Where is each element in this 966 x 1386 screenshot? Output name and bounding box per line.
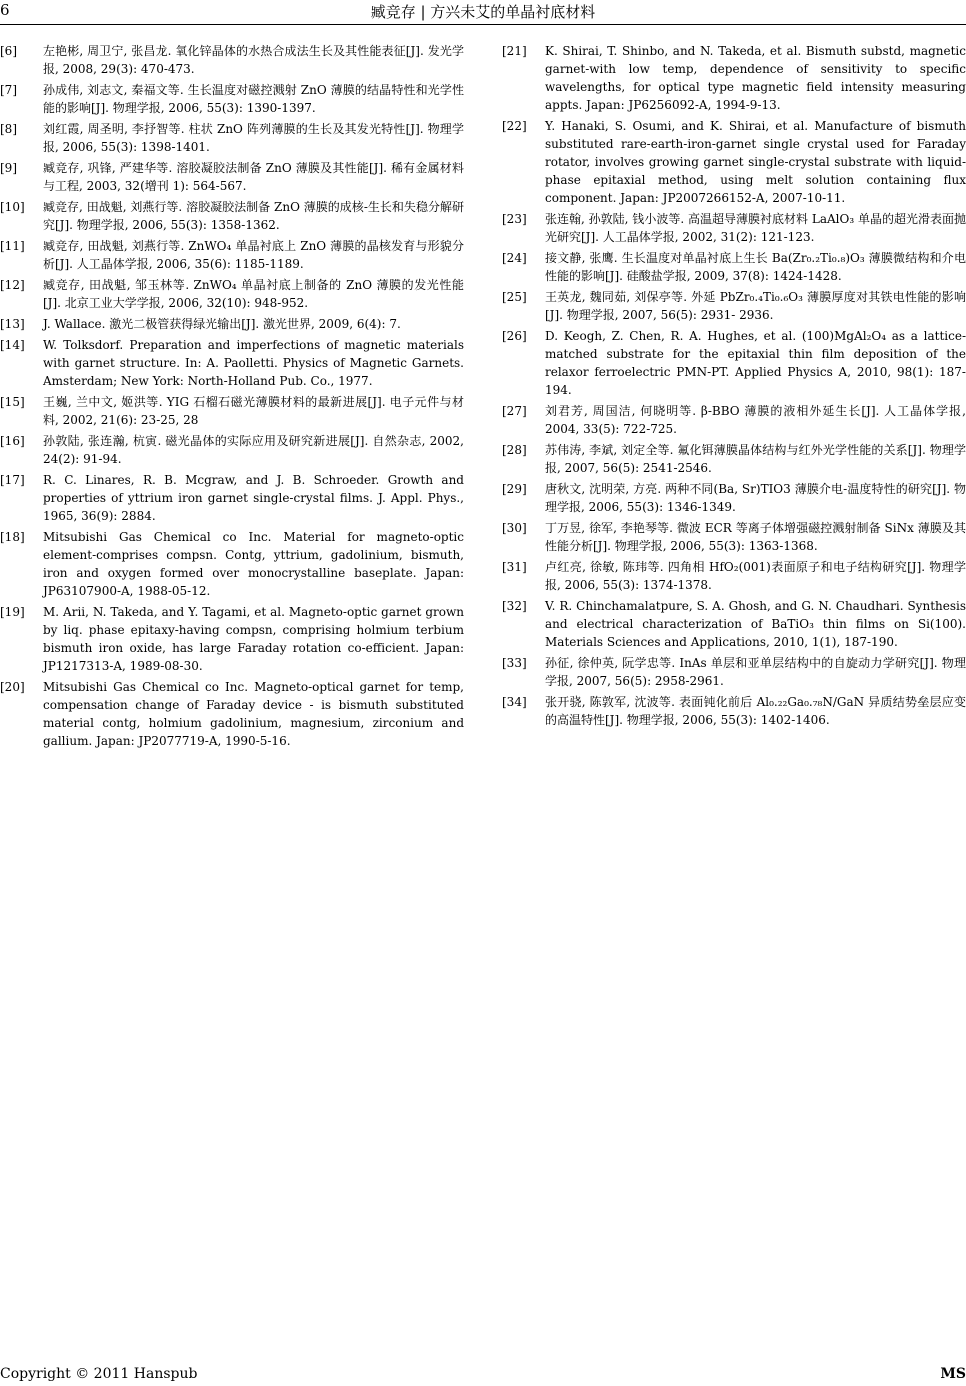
reference-number: [12] bbox=[0, 278, 25, 292]
reference-text: W. Tolksdorf. Preparation and imperfections of magnetic materials with garnet structure. In: A. Paolletti. Physics of Magnetic Garnets. Amsterdam; New York: North-Holland Pub. Co., 1977. bbox=[43, 338, 464, 388]
reference-text: 卢红亮, 徐敏, 陈玮等. 四角相 HfO₂(001)表面原子和电子结构研究[J]. 物理学报, 2006, 55(3): 1374-1378. bbox=[545, 560, 966, 592]
reference-number: [20] bbox=[0, 680, 25, 694]
reference-number: [25] bbox=[502, 290, 527, 304]
reference-item bbox=[0, 603, 464, 675]
reference-item bbox=[502, 480, 966, 516]
reference-number: [11] bbox=[0, 239, 25, 253]
reference-item bbox=[502, 42, 966, 114]
reference-text: 孙敦陆, 张连瀚, 杭寅. 磁光晶体的实际应用及研究新进展[J]. 自然杂志, 2002, 24(2): 91-94. bbox=[43, 434, 464, 466]
reference-text: 孙征, 徐仲英, 阮学忠等. InAs 单层和亚单层结构中的自旋动力学研究[J]. 物理学报, 2007, 56(5): 2958-2961. bbox=[545, 656, 966, 688]
reference-number: [27] bbox=[502, 404, 527, 418]
reference-text: 张开骁, 陈敦军, 沈波等. 表面钝化前后 Al₀.₂₂Ga₀.₇₈N/GaN 异质结势垒层应变的高温特性[J]. 物理学报, 2006, 55(3): 1402-1406. bbox=[545, 695, 966, 727]
page-number: 6 bbox=[0, 1, 10, 19]
reference-number: [22] bbox=[502, 119, 527, 133]
reference-item bbox=[502, 558, 966, 594]
reference-item bbox=[502, 693, 966, 729]
reference-number: [28] bbox=[502, 443, 527, 457]
reference-number: [18] bbox=[0, 530, 25, 544]
reference-text: 刘君芳, 周国洁, 何晓明等. β-BBO 薄膜的液相外延生长[J]. 人工晶体学报, 2004, 33(5): 722-725. bbox=[545, 404, 966, 436]
reference-text: 臧竞存, 田战魁, 邹玉林等. ZnWO₄ 单晶衬底上制备的 ZnO 薄膜的发光性能[J]. 北京工业大学学报, 2006, 32(10): 948-952. bbox=[43, 278, 464, 310]
reference-item bbox=[0, 237, 464, 273]
reference-text: 孙成伟, 刘志文, 秦福文等. 生长温度对磁控溅射 ZnO 薄膜的结晶特性和光学性能的影响[J]. 物理学报, 2006, 55(3): 1390-1397. bbox=[43, 83, 464, 115]
reference-text: M. Arii, N. Takeda, and Y. Tagami, et al. Magneto-optic garnet grown by liq. phase epitaxy-having compsn, comprising holmium terbium bismuth iron oxide, has large Faraday rotation co-efficient. Japan: JP1217313-A, 1989-08-30. bbox=[43, 605, 464, 673]
reference-item bbox=[502, 249, 966, 285]
reference-text: D. Keogh, Z. Chen, R. A. Hughes, et al. (100)MgAl₂O₄ as a lattice-matched substrate for the epitaxial thin film deposition of the relaxor ferroelectric PMN-PT. Applied Physics A, 2010, 98(1): 187-194. bbox=[545, 329, 966, 397]
reference-text: 臧竞存, 田战魁, 刘燕行等. ZnWO₄ 单晶衬底上 ZnO 薄膜的晶核发育与形貌分析[J]. 人工晶体学报, 2006, 35(6): 1185-1189. bbox=[43, 239, 464, 271]
reference-number: [30] bbox=[502, 521, 527, 535]
reference-item bbox=[0, 81, 464, 117]
reference-number: [7] bbox=[0, 83, 17, 97]
reference-text: 张连翰, 孙敦陆, 钱小波等. 高温超导薄膜衬底材料 LaAlO₃ 单晶的超光滑表面抛光研究[J]. 人工晶体学报, 2002, 31(2): 121-123. bbox=[545, 212, 966, 244]
reference-item bbox=[502, 117, 966, 207]
reference-item bbox=[0, 198, 464, 234]
reference-item bbox=[502, 597, 966, 651]
reference-item bbox=[502, 654, 966, 690]
reference-item bbox=[502, 402, 966, 438]
reference-item bbox=[0, 159, 464, 195]
reference-text: J. Wallace. 激光二极管获得绿光输出[J]. 激光世界, 2009, 6(4): 7. bbox=[43, 317, 401, 331]
reference-number: [15] bbox=[0, 395, 25, 409]
page-header bbox=[0, 0, 966, 25]
reference-item bbox=[0, 336, 464, 390]
reference-item bbox=[0, 528, 464, 600]
reference-number: [17] bbox=[0, 473, 25, 487]
running-title: 臧竞存 | 方兴未艾的单晶衬底材料 bbox=[370, 3, 596, 21]
reference-number: [24] bbox=[502, 251, 527, 265]
reference-item bbox=[0, 315, 464, 333]
references-left-column bbox=[0, 42, 464, 753]
references-right-column bbox=[502, 42, 966, 732]
reference-number: [33] bbox=[502, 656, 527, 670]
reference-number: [19] bbox=[0, 605, 25, 619]
reference-item bbox=[502, 210, 966, 246]
reference-text: 丁万昱, 徐军, 李艳琴等. 微波 ECR 等离子体增强磁控溅射制备 SiNx 薄膜及其性能分析[J]. 物理学报, 2006, 55(3): 1363-1368. bbox=[545, 521, 966, 553]
reference-text: 臧竞存, 田战魁, 刘燕行等. 溶胶凝胶法制备 ZnO 薄膜的成核-生长和失稳分解研究[J]. 物理学报, 2006, 55(3): 1358-1362. bbox=[43, 200, 464, 232]
reference-item bbox=[0, 120, 464, 156]
reference-item bbox=[0, 432, 464, 468]
reference-text: Mitsubishi Gas Chemical co Inc. Magneto-optical garnet for temp, compensation change of Faraday device - is bismuth substituted material contg, holmium gadolinium, magnesium, zirconium and gallium. Japan: JP2077719-A, 1990-5-16. bbox=[43, 680, 464, 748]
reference-text: Mitsubishi Gas Chemical co Inc. Material for magneto-optic element-comprises compsn. Contg, yttrium, gadolinium, bismuth, iron and oxygen formed over monocrystalline baseplate. Japan: JP63107900-A, 1988-05-12. bbox=[43, 530, 464, 598]
reference-number: [14] bbox=[0, 338, 25, 352]
reference-item bbox=[502, 441, 966, 477]
reference-number: [16] bbox=[0, 434, 25, 448]
reference-text: 接文静, 张鹰. 生长温度对单晶衬底上生长 Ba(Zr₀.₂Ti₀.₈)O₃ 薄膜微结构和介电性能的影响[J]. 硅酸盐学报, 2009, 37(8): 1424-1428. bbox=[545, 251, 966, 283]
reference-item bbox=[502, 327, 966, 399]
reference-number: [13] bbox=[0, 317, 25, 331]
reference-item bbox=[0, 276, 464, 312]
journal-abbreviation: MS bbox=[940, 1366, 966, 1382]
reference-number: [34] bbox=[502, 695, 527, 709]
reference-text: 苏伟涛, 李斌, 刘定全等. 氟化铒薄膜晶体结构与红外光学性能的关系[J]. 物理学报, 2007, 56(5): 2541-2546. bbox=[545, 443, 966, 475]
copyright-notice: Copyright © 2011 Hanspub bbox=[0, 1366, 198, 1382]
reference-text: 王英龙, 魏同茹, 刘保亭等. 外延 PbZr₀.₄Ti₀.₆O₃ 薄膜厚度对其铁电性能的影响[J]. 物理学报, 2007, 56(5): 2931- 2936. bbox=[545, 290, 966, 322]
reference-number: [21] bbox=[502, 44, 527, 58]
reference-text: K. Shirai, T. Shinbo, and N. Takeda, et al. Bismuth substd, magnetic garnet-with low temp, dependence of sensitivity to specific wavelengths, for optical type magnetic field intensity measuring appts. Japan: JP6256092-A, 1994-9-13. bbox=[545, 44, 966, 112]
reference-number: [6] bbox=[0, 44, 17, 58]
reference-text: R. C. Linares, R. B. Mcgraw, and J. B. Schroeder. Growth and properties of yttrium iron garnet single-crystal films. J. Appl. Phys., 1965, 36(9): 2884. bbox=[43, 473, 464, 523]
reference-item bbox=[502, 288, 966, 324]
reference-number: [9] bbox=[0, 161, 17, 175]
reference-text: Y. Hanaki, S. Osumi, and K. Shirai, et al. Manufacture of bismuth substituted rare-earth-iron-garnet single crystal used for Faraday rotator, involves growing garnet single-crystal substrate with liquid-phase epitaxial method, using melt solution containing flux component. Japan: JP2007266152-A, 2007-10-11. bbox=[545, 119, 966, 205]
reference-item bbox=[502, 519, 966, 555]
reference-number: [26] bbox=[502, 329, 527, 343]
reference-item bbox=[0, 393, 464, 429]
reference-text: 刘红霞, 周圣明, 李抒智等. 柱状 ZnO 阵列薄膜的生长及其发光特性[J]. 物理学报, 2006, 55(3): 1398-1401. bbox=[43, 122, 464, 154]
reference-number: [10] bbox=[0, 200, 25, 214]
reference-item bbox=[0, 678, 464, 750]
reference-text: 臧竞存, 巩锋, 严建华等. 溶胶凝胶法制备 ZnO 薄膜及其性能[J]. 稀有金属材料与工程, 2003, 32(增刊 1): 564-567. bbox=[43, 161, 464, 193]
reference-number: [8] bbox=[0, 122, 17, 136]
reference-text: 王巍, 兰中文, 姬洪等. YIG 石榴石磁光薄膜材料的最新进展[J]. 电子元件与材料, 2002, 21(6): 23-25, 28 bbox=[43, 395, 464, 427]
reference-number: [23] bbox=[502, 212, 527, 226]
reference-item bbox=[0, 42, 464, 78]
reference-text: 唐秋文, 沈明荣, 方亮. 两种不同(Ba, Sr)TIO3 薄膜介电-温度特性的研究[J]. 物理学报, 2006, 55(3): 1346-1349. bbox=[545, 482, 966, 514]
reference-number: [31] bbox=[502, 560, 527, 574]
reference-text: 左艳彬, 周卫宁, 张昌龙. 氧化锌晶体的水热合成法生长及其性能表征[J]. 发光学报, 2008, 29(3): 470-473. bbox=[43, 44, 464, 76]
reference-number: [29] bbox=[502, 482, 527, 496]
reference-item bbox=[0, 471, 464, 525]
reference-text: V. R. Chinchamalatpure, S. A. Ghosh, and G. N. Chaudhari. Synthesis and electrical characterization of BaTiO₃ thin films on Si(100). Materials Sciences and Applications, 2010, 1(1), 187-190. bbox=[545, 599, 966, 649]
reference-number: [32] bbox=[502, 599, 527, 613]
